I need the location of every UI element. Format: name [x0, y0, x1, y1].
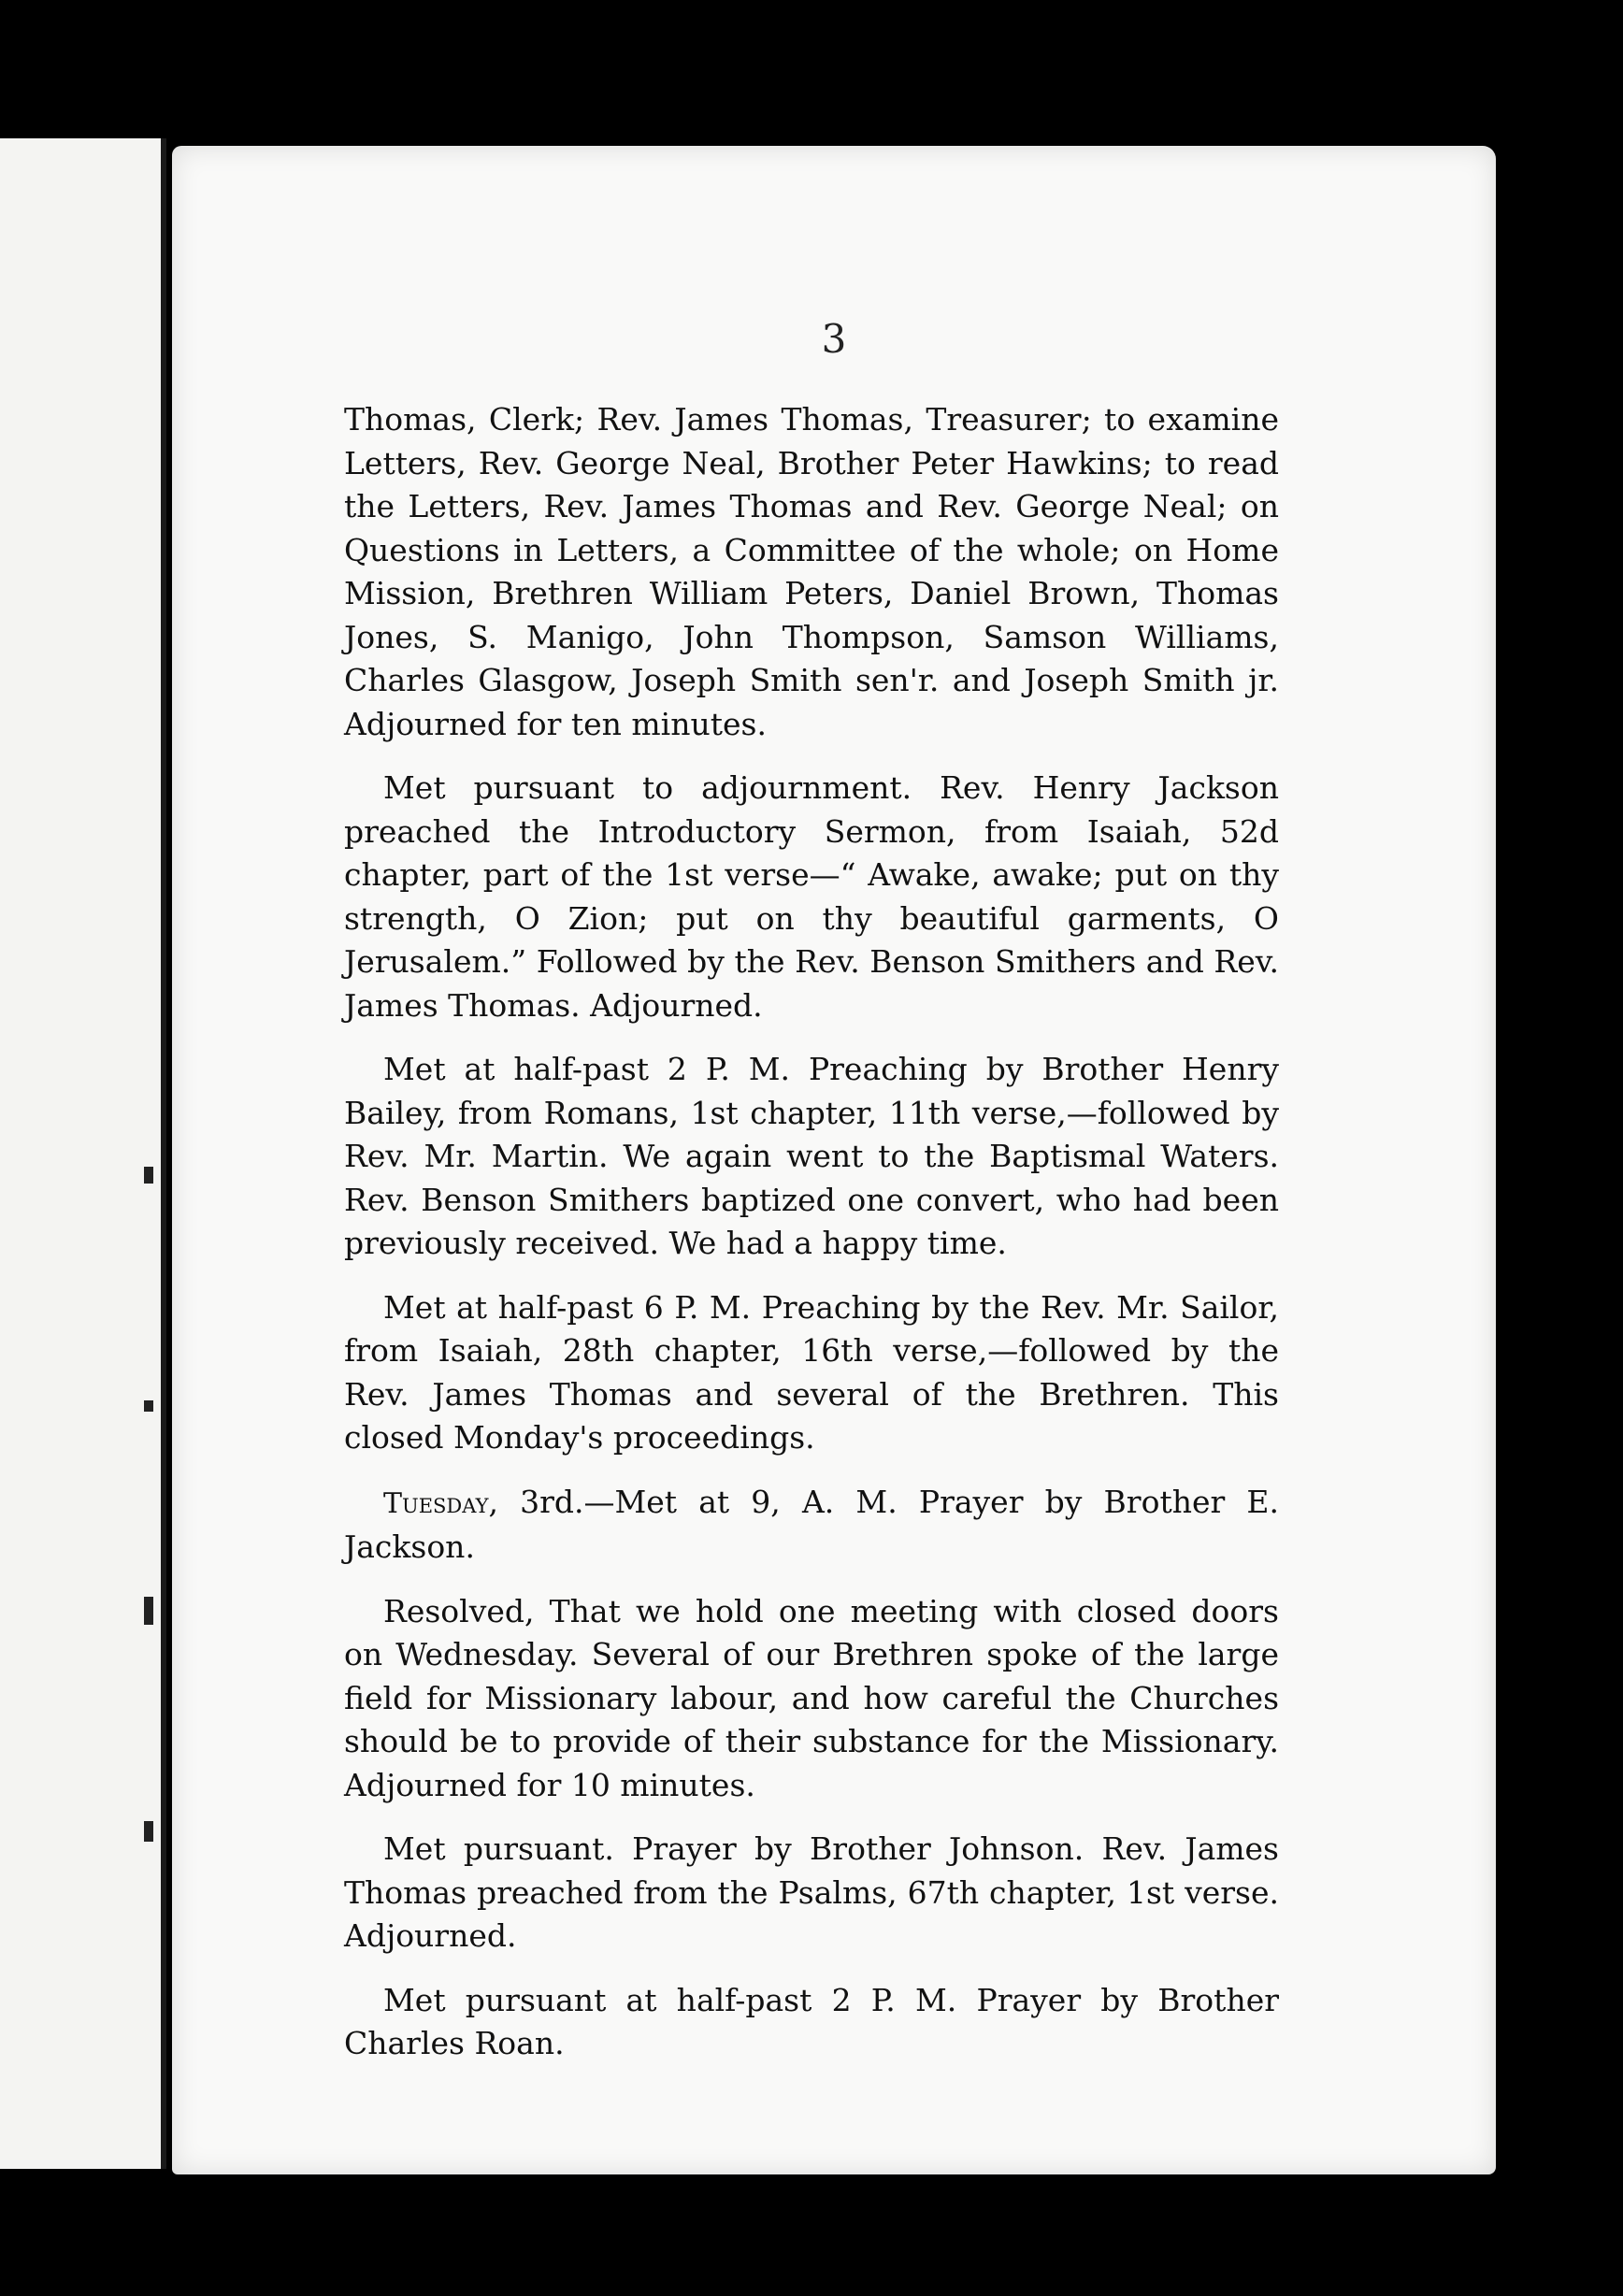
- day-heading: Tuesday: [383, 1486, 489, 1520]
- paragraph-tuesday: [344, 1481, 1279, 1570]
- binding-mark: [144, 1400, 153, 1412]
- binding-mark: [144, 1821, 153, 1842]
- page-number: 3: [821, 316, 847, 362]
- paragraph-committees: Thomas, Clerk; Rev. James Thomas, Treasurer; to examine Letters, Rev. George Neal, Brother Peter Hawkins; to read the Letters, Rev. James Thomas and Rev. George Neal; on Questions in Letters, a Committee of the whole; on Home Mission, Brethren William Peters, Daniel Brown, Thomas Jones, S. Manigo, John Thompson, Samson Williams, Charles Glasgow, Joseph Smith sen'r. and Joseph Smith jr. Adjourned for ten minutes.: [344, 401, 1279, 742]
- binding-mark: [144, 1167, 153, 1184]
- binding-mark: [144, 1597, 153, 1625]
- paragraph-evening-preaching: Met at half-past 6 P. M. Preaching by the Rev. Mr. Sailor, from Isaiah, 28th chapter, 16th verse,—followed by the Rev. James Thomas and several of the Brethren. This closed Monday's proceedings.: [344, 1288, 1279, 1456]
- document-page: [172, 146, 1496, 2174]
- paragraph-afternoon-prayer: Met pursuant at half-past 2 P. M. Prayer by Brother Charles Roan.: [344, 1981, 1279, 2061]
- paragraph-psalms-sermon: Met pursuant. Prayer by Brother Johnson. Rev. James Thomas preached from the Psalms, 67th chapter, 1st verse. Adjourned.: [344, 1830, 1279, 1954]
- paragraph-resolution: Resolved, That we hold one meeting with closed doors on Wednesday. Several of our Brethren spoke of the large field for Missionary labour, and how careful the Churches should be to provide of their substance for the Missionary. Adjourned for 10 minutes.: [344, 1592, 1279, 1803]
- paragraph-tuesday-text: , 3rd.—Met at 9, A. M. Prayer by Brother E. Jackson.: [344, 1483, 1279, 1565]
- paragraph-afternoon-preaching: Met at half-past 2 P. M. Preaching by Brother Henry Bailey, from Romans, 1st chapter, 11th verse,—followed by Rev. Mr. Martin. We again went to the Baptismal Waters. Rev. Benson Smithers baptized one convert, who had been previously received. We had a happy time.: [344, 1051, 1279, 1261]
- body-text: [344, 398, 1279, 2087]
- adjacent-page-edge: [0, 138, 166, 2169]
- paragraph-introductory-sermon: Met pursuant to adjournment. Rev. Henry Jackson preached the Introductory Sermon, from Isaiah, 52d chapter, part of the 1st verse—“ Awake, awake; put on thy strength, O Zion; put on thy beautiful garments, O Jerusalem.” Followed by the Rev. Benson Smithers and Rev. James Thomas. Adjourned.: [344, 769, 1279, 1024]
